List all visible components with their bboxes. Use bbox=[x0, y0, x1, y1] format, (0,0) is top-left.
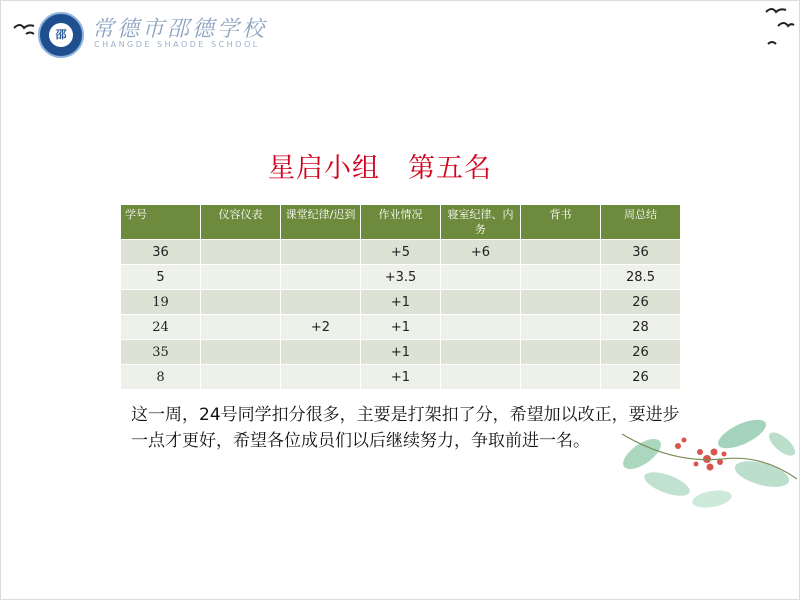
cell-id: 24 bbox=[121, 315, 201, 340]
logo-mark: 邵 bbox=[49, 23, 73, 47]
cell-class-discipline bbox=[281, 290, 361, 315]
table-row bbox=[121, 290, 681, 315]
col-header-recitation: 背书 bbox=[521, 205, 601, 240]
cell-dorm bbox=[441, 265, 521, 290]
cell-class-discipline: +2 bbox=[281, 315, 361, 340]
cell-dorm bbox=[441, 340, 521, 365]
cell-appearance bbox=[201, 290, 281, 315]
cell-homework: +1 bbox=[361, 340, 441, 365]
col-header-homework: 作业情况 bbox=[361, 205, 441, 240]
cell-id: 35 bbox=[121, 340, 201, 365]
table-row bbox=[121, 315, 681, 340]
cell-homework: +3.5 bbox=[361, 265, 441, 290]
table-row bbox=[121, 240, 681, 265]
school-name: 常德市邵德学校 bbox=[92, 17, 268, 42]
cell-appearance bbox=[201, 240, 281, 265]
cell-dorm bbox=[441, 290, 521, 315]
col-header-weekly-total: 周总结 bbox=[601, 205, 681, 240]
cell-homework: +1 bbox=[361, 365, 441, 390]
cell-class-discipline bbox=[281, 340, 361, 365]
school-name-en: CHANGDE SHAODE SCHOOL bbox=[94, 40, 260, 49]
summary-paragraph: 这一周，24号同学扣分很多，主要是打架扣了分，希望加以改正，要进步一点才更好，希望各位成员们以后继续努力，争取前进一名。 bbox=[131, 405, 680, 451]
cell-homework: +1 bbox=[361, 290, 441, 315]
cell-weekly-total: 36 bbox=[601, 240, 681, 265]
col-header-class-discipline: 课堂纪律/迟到 bbox=[281, 205, 361, 240]
cell-id: 19 bbox=[121, 290, 201, 315]
table-row bbox=[121, 340, 681, 365]
cell-dorm: +6 bbox=[441, 240, 521, 265]
score-table bbox=[120, 204, 681, 390]
cell-appearance bbox=[201, 315, 281, 340]
cell-recitation bbox=[521, 340, 601, 365]
col-header-id: 学号 bbox=[121, 205, 201, 240]
cell-appearance bbox=[201, 365, 281, 390]
cell-dorm bbox=[441, 315, 521, 340]
cell-homework: +5 bbox=[361, 240, 441, 265]
cell-recitation bbox=[521, 265, 601, 290]
cell-appearance bbox=[201, 340, 281, 365]
cell-homework: +1 bbox=[361, 315, 441, 340]
col-header-appearance: 仪容仪表 bbox=[201, 205, 281, 240]
cell-weekly-total: 28.5 bbox=[601, 265, 681, 290]
school-logo bbox=[38, 12, 84, 58]
cell-recitation bbox=[521, 365, 601, 390]
cell-weekly-total: 28 bbox=[601, 315, 681, 340]
floral-decoration bbox=[612, 404, 800, 524]
bird-icon bbox=[12, 20, 38, 42]
table-row bbox=[121, 365, 681, 390]
page-title: 星启小组 第五名 bbox=[268, 153, 492, 184]
cell-id: 8 bbox=[121, 365, 201, 390]
cell-appearance bbox=[201, 265, 281, 290]
cell-weekly-total: 26 bbox=[601, 340, 681, 365]
cell-dorm bbox=[441, 365, 521, 390]
cell-recitation bbox=[521, 290, 601, 315]
table-row bbox=[121, 265, 681, 290]
cell-recitation bbox=[521, 240, 601, 265]
cell-id: 36 bbox=[121, 240, 201, 265]
cell-weekly-total: 26 bbox=[601, 290, 681, 315]
table-header-row bbox=[121, 205, 681, 240]
cell-id: 5 bbox=[121, 265, 201, 290]
cell-weekly-total: 26 bbox=[601, 365, 681, 390]
cell-class-discipline bbox=[281, 265, 361, 290]
bird-icon bbox=[762, 4, 796, 50]
cell-class-discipline bbox=[281, 365, 361, 390]
cell-class-discipline bbox=[281, 240, 361, 265]
cell-recitation bbox=[521, 315, 601, 340]
col-header-dorm: 寝室纪律、内务 bbox=[441, 205, 521, 240]
